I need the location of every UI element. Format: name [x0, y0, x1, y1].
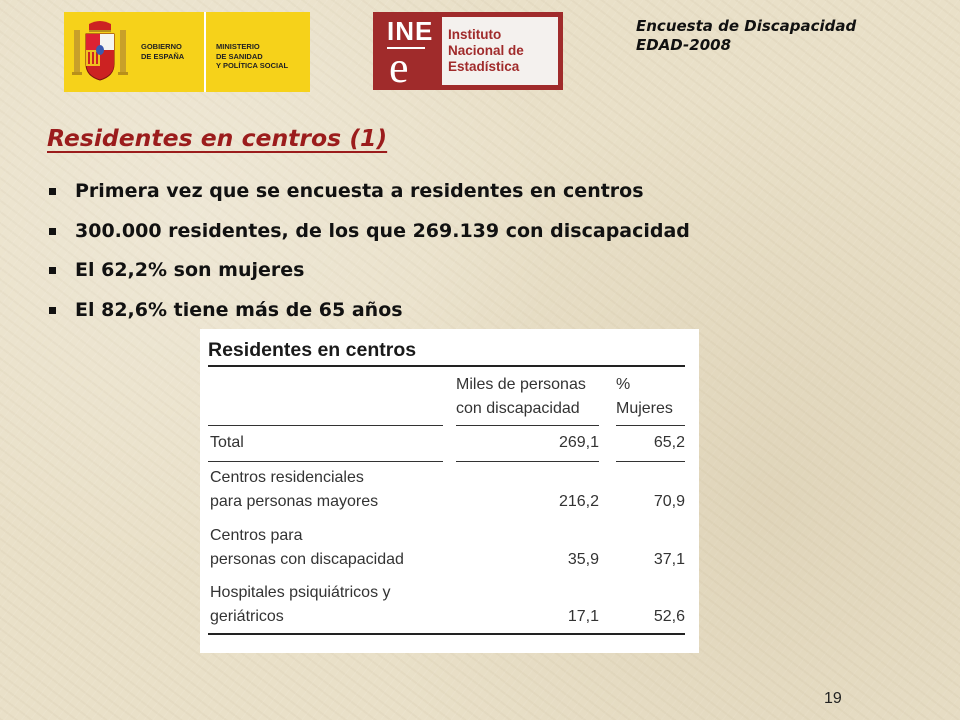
bullet-item: El 62,2% son mujeres	[48, 257, 690, 297]
table-title: Residentes en centros	[208, 339, 417, 361]
residentes-table	[200, 329, 699, 653]
table-top-rule	[208, 365, 685, 367]
header-rule-label	[208, 425, 443, 426]
header-mujeres: % Mujeres	[616, 376, 673, 417]
row-label: Centros para personas con discapacidad	[210, 527, 404, 568]
row-rule	[208, 461, 443, 462]
row-miles: 216,2	[558, 493, 599, 510]
gobierno-text: GOBIERNO DE ESPAÑA	[141, 42, 185, 61]
survey-code: EDAD-2008	[636, 36, 732, 54]
bullet-square-icon	[49, 228, 56, 235]
gobierno-espana-logo	[64, 12, 310, 92]
row-miles: 35,9	[567, 551, 599, 568]
header-rule-mujeres	[616, 425, 685, 426]
coat-of-arms-icon	[72, 20, 128, 84]
bullet-item: 300.000 residentes, de los que 269.139 con discapacidad	[48, 218, 690, 258]
page-number: 19	[824, 690, 842, 707]
bullet-item: Primera vez que se encuesta a residentes en centros	[48, 178, 690, 218]
header-rule-miles	[456, 425, 599, 426]
slide-title: Residentes en centros (1)	[47, 124, 388, 152]
row-rule	[616, 461, 685, 462]
bullet-list	[48, 178, 690, 336]
ine-name-panel: Instituto Nacional de Estadística	[442, 17, 558, 85]
survey-title: Encuesta de Discapacidad	[636, 17, 857, 35]
bullet-item: El 82,6% tiene más de 65 años	[48, 297, 690, 337]
row-miles: 17,1	[567, 608, 599, 625]
header-miles: Miles de personas con discapacidad	[456, 376, 586, 417]
row-mujeres: 70,9	[653, 493, 685, 510]
row-miles: 269,1	[558, 434, 599, 451]
bullet-square-icon	[49, 307, 56, 314]
row-label: Hospitales psiquiátricos y geriátricos	[210, 584, 391, 625]
ministerio-text: MINISTERIO DE SANIDAD Y POLÍTICA SOCIAL	[216, 42, 289, 70]
row-rule	[456, 461, 599, 462]
ine-mark-icon: INE e	[387, 16, 434, 92]
row-label: Centros residenciales para personas mayores	[210, 469, 379, 510]
row-mujeres: 52,6	[653, 608, 685, 625]
ine-logo	[373, 12, 563, 90]
row-mujeres: 37,1	[653, 551, 685, 568]
bullet-square-icon	[49, 267, 56, 274]
row-mujeres: 65,2	[653, 434, 685, 451]
logo-separator	[204, 12, 206, 92]
survey-name	[636, 17, 856, 55]
bullet-square-icon	[49, 188, 56, 195]
row-label: Total	[210, 434, 244, 451]
table-bottom-rule	[208, 633, 685, 635]
